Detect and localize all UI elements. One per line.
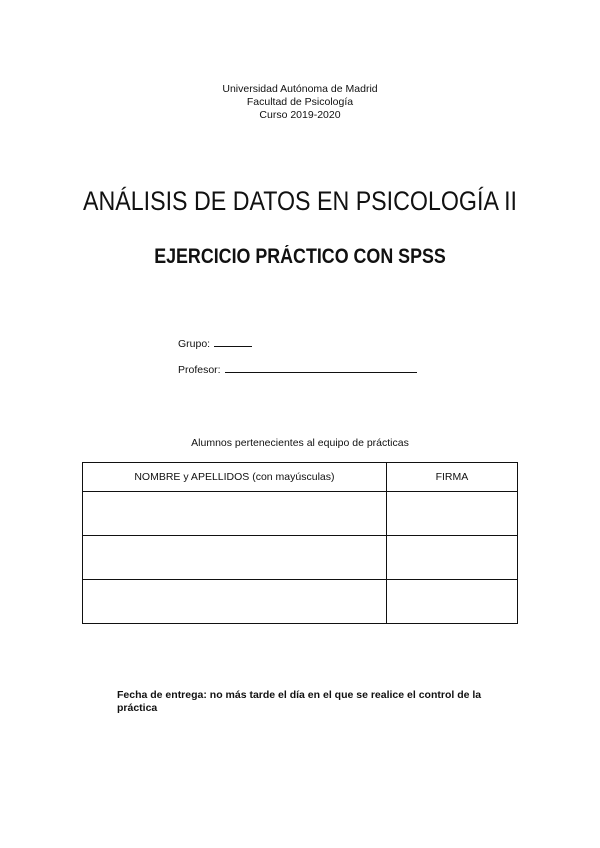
professor-label: Profesor: [178, 364, 221, 376]
page-title: ANÁLISIS DE DATOS EN PSICOLOGÍA II [82, 186, 518, 216]
name-cell[interactable] [83, 536, 387, 580]
name-cell[interactable] [83, 492, 387, 536]
group-field [178, 336, 252, 350]
deadline-note: Fecha de entrega: no más tarde el día en el que se realice el control de la práctica [117, 689, 482, 714]
group-blank-line[interactable] [214, 336, 252, 347]
signature-cell[interactable] [386, 580, 517, 624]
name-cell[interactable] [83, 580, 387, 624]
course-year: Curso 2019-2020 [259, 109, 341, 121]
column-header-name: NOMBRE y APELLIDOS (con mayúsculas) [83, 463, 387, 492]
table-header-row [83, 463, 518, 492]
professor-field [178, 362, 417, 376]
members-table [82, 462, 518, 624]
page-subtitle: EJERCICIO PRÁCTICO CON SPSS [154, 245, 446, 268]
members-table-caption: Alumnos pertenecientes al equipo de prácticas [191, 437, 409, 449]
column-header-signature: FIRMA [386, 463, 517, 492]
table-row [83, 492, 518, 536]
signature-cell[interactable] [386, 536, 517, 580]
group-label: Grupo: [178, 338, 211, 350]
university-name: Universidad Autónoma de Madrid [222, 83, 378, 95]
professor-blank-line[interactable] [225, 362, 417, 373]
table-row [83, 536, 518, 580]
document-header [0, 83, 600, 122]
signature-cell[interactable] [386, 492, 517, 536]
faculty-name: Facultad de Psicología [246, 96, 354, 108]
table-row [83, 580, 518, 624]
